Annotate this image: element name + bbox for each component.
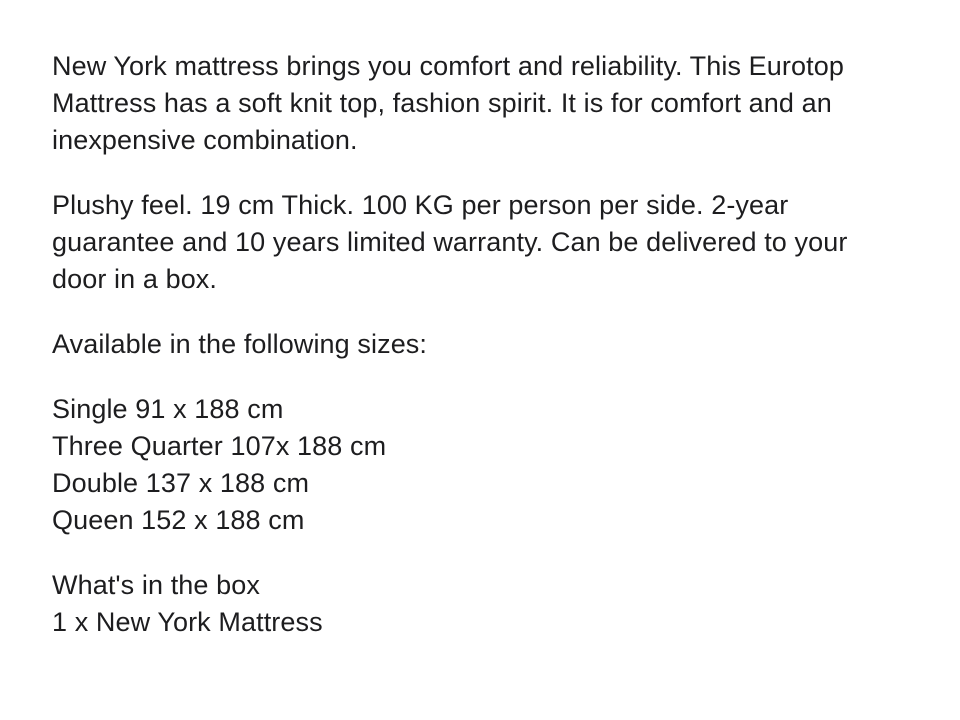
product-features-paragraph [52, 187, 920, 298]
size-item-single: Single 91 x 188 cm [52, 394, 284, 424]
size-item-double: Double 137 x 188 cm [52, 468, 310, 498]
sizes-heading-text: Available in the following sizes: [52, 329, 428, 359]
sizes-heading [52, 326, 920, 363]
intro-line-2: Mattress has a soft knit top, fashion spirit. It is for comfort and an [52, 88, 832, 118]
size-item-three-quarter: Three Quarter 107x 188 cm [52, 431, 387, 461]
size-item-queen: Queen 152 x 188 cm [52, 505, 305, 535]
intro-line-1: New York mattress brings you comfort and reliability. This Eurotop [52, 51, 844, 81]
features-line-3: door in a box. [52, 264, 218, 294]
features-line-1: Plushy feel. 19 cm Thick. 100 KG per person per side. 2-year [52, 190, 789, 220]
product-intro-paragraph [52, 48, 920, 159]
box-contents-section [52, 567, 920, 641]
features-line-2: guarantee and 10 years limited warranty. Can be delivered to your [52, 227, 848, 257]
sizes-list [52, 391, 920, 539]
box-contents-item: 1 x New York Mattress [52, 607, 323, 637]
box-contents-heading: What's in the box [52, 570, 260, 600]
intro-line-3: inexpensive combination. [52, 125, 358, 155]
